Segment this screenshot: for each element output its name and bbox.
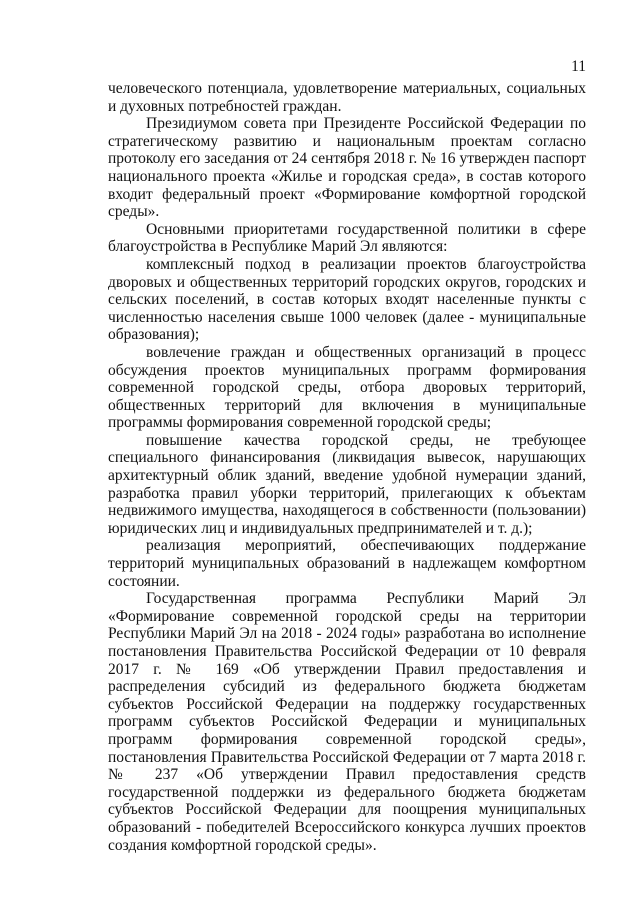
paragraph-priority-citizen-involvement: вовлечение граждан и общественных организаций в процесс обсуждения проектов муниципальных программ формирования современной городской среды, отбора дворовых территорий, общественных территорий для включения в муниципальные программы формирования современной городской среды; (108, 343, 586, 432)
paragraph-priority-maintenance: реализация мероприятий, обеспечивающих поддержание территорий муниципальных образований в надлежащем комфортном состоянии. (108, 537, 586, 590)
paragraph-presidium-passport: Президиумом совета при Президенте Российской Федерации по стратегическому развитию и национальным проектам согласно протоколу его заседания от 24 сентября 2018 г. № 16 утвержден паспорт национального проекта «Жилье и городская среда», в состав которого входит федеральный проект «Формирование комфортной городской среды». (108, 115, 586, 221)
paragraph-state-program: Государственная программа Республики Марий Эл «Формирование современной городской среды на территории Республики Марий Эл на 2018 - 2024 годы» разработана во исполнение постановления Правительства Российской Федерации от 10 февраля 2017 г. № 169 «Об утверждении Правил предоставления и распределения субсидий из федерального бюджета бюджетам субъектов Российской Федерации на поддержку государственных программ субъектов Российской Федерации и муниципальных программ формирования современной городской среды», постановления Правительства Российской Федерации от 7 марта 2018 г. № 237 «Об утверждении Правил предоставления средств государственной поддержки из федерального бюджета бюджетам субъектов Российской Федерации для поощрения муниципальных образований - победителей Всероссийского конкурса лучших проектов создания комфортной городской среды». (108, 590, 586, 854)
paragraph-priority-complex-approach: комплексный подход в реализации проектов благоустройства дворовых и общественных территорий городских округов, городских и сельских поселений, в состав которых входят населенные пункты с численностью населения свыше 1000 человек (далее - муниципальные образования); (108, 255, 586, 344)
page-number: 11 (571, 58, 586, 75)
paragraph-priority-quality: повышение качества городской среды, не требующее специального финансирования (ликвидация вывесок, нарушающих архитектурный облик зданий, введение удобной нумерации зданий, разработка правил уборки территорий, прилегающих к объектам недвижимого имущества, находящегося в собственности (пользовании) юридических лиц и индивидуальных предпринимателей и т. д.); (108, 431, 586, 537)
paragraph-priorities-intro: Основными приоритетами государственной политики в сфере благоустройства в Республике Марий Эл являются: (108, 220, 586, 256)
paragraph-continuation: человеческого потенциала, удовлетворение материальных, социальных и духовных потребностей граждан. (108, 80, 586, 115)
document-body (108, 80, 586, 854)
